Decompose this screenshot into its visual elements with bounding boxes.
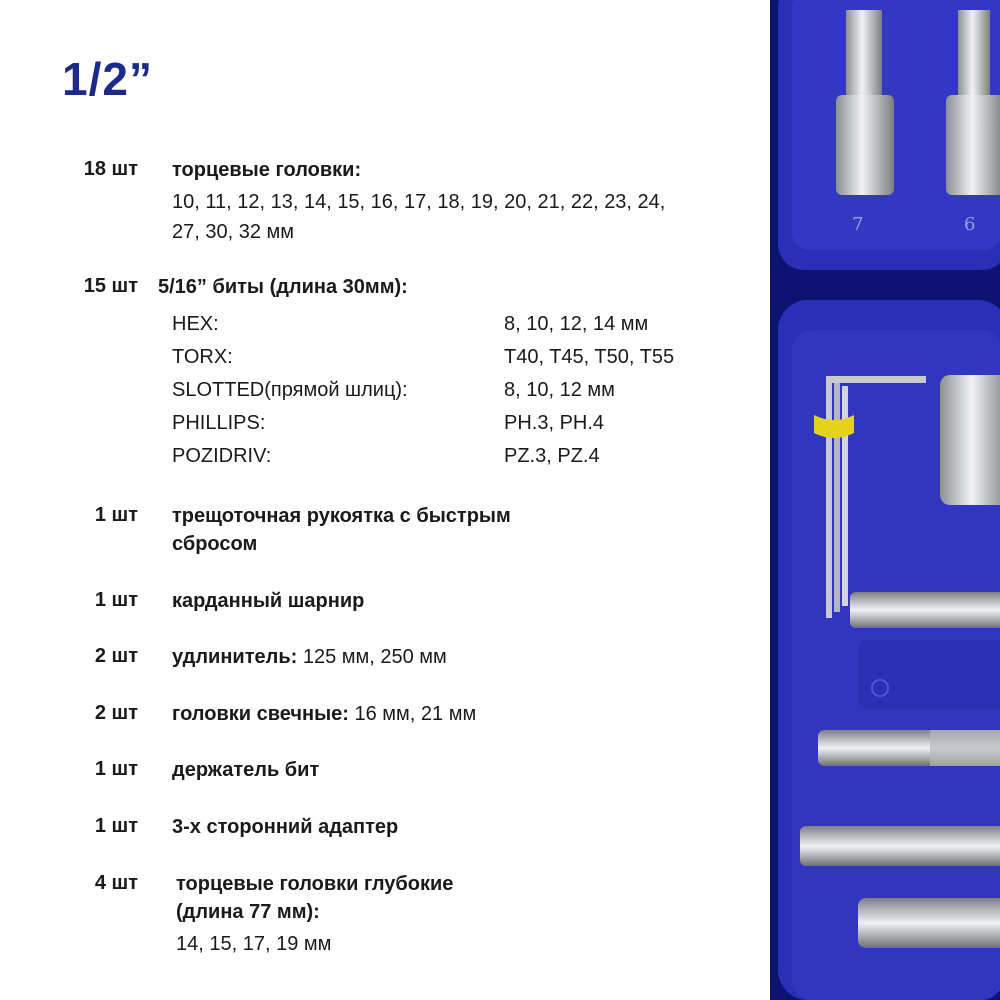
- item-quantity: 1 шт: [94, 815, 138, 837]
- item-detail: 10, 11, 12, 13, 14, 15, 16, 17, 18, 19, 20, 21, 22, 23, 24,: [172, 191, 666, 213]
- spec-row-hex: [172, 313, 712, 345]
- socket-label: 6: [964, 214, 976, 235]
- spec-label: HEX:: [172, 313, 219, 335]
- spec-label: PHILLIPS:: [172, 412, 266, 434]
- list-item: [0, 502, 760, 562]
- spec-value: PZ.3, PZ.4: [504, 445, 600, 467]
- list-item: [0, 587, 760, 617]
- item-quantity: 2 шт: [94, 645, 138, 667]
- spec-label: SLOTTED(прямой шлиц):: [172, 379, 408, 401]
- item-quantity: 4 шт: [94, 872, 138, 894]
- spec-value: T40, T45, T50, T55: [504, 346, 675, 368]
- item-name: торцевые головки:: [172, 159, 362, 181]
- item-quantity: 2 шт: [94, 702, 138, 724]
- item-quantity: 18 шт: [83, 158, 138, 180]
- spec-row-phillips: [172, 412, 712, 444]
- item-quantity: 1 шт: [94, 504, 138, 526]
- socket-image: [940, 375, 1000, 505]
- spec-row-torx: [172, 346, 712, 378]
- list-item: [0, 756, 760, 786]
- spec-value: 8, 10, 12, 14 мм: [504, 313, 649, 335]
- item-name: 5/16” биты (длина 30мм):: [158, 276, 408, 298]
- item-inline-detail: 125 мм, 250 мм: [302, 646, 447, 668]
- spec-row-pozidriv: [172, 445, 712, 477]
- list-item: [0, 870, 760, 965]
- item-inline-detail: 16 мм, 21 мм: [354, 703, 477, 725]
- list-item: [0, 643, 760, 673]
- extension-bar: [850, 592, 1000, 628]
- item-name-bold: головки свечные:: [172, 703, 349, 725]
- item-detail: 27, 30, 32 мм: [172, 221, 295, 243]
- list-item: [0, 813, 760, 843]
- item-name-bold: удлинитель:: [172, 646, 298, 668]
- spec-row-slotted: [172, 379, 712, 411]
- list-item: [0, 273, 760, 483]
- product-photo: [770, 0, 1000, 1000]
- list-item: [0, 700, 760, 730]
- item-quantity: 15 шт: [83, 275, 138, 297]
- page-title: 1/2”: [62, 53, 153, 105]
- adapter-image: [858, 898, 1000, 948]
- socket-label: 7: [852, 214, 864, 235]
- spec-value: 8, 10, 12 мм: [504, 379, 615, 401]
- item-name: [172, 700, 476, 728]
- item-name: (длина 77 мм):: [176, 901, 320, 923]
- item-name: торцевые головки глубокие: [176, 873, 454, 895]
- list-item: [0, 156, 760, 246]
- spec-label: POZIDRIV:: [172, 445, 272, 467]
- item-name: карданный шарнир: [172, 590, 365, 612]
- spec-value: PH.3, PH.4: [504, 412, 605, 434]
- item-quantity: 1 шт: [94, 589, 138, 611]
- item-name: [172, 643, 447, 671]
- extension-bar: [800, 826, 1000, 866]
- tool-case-image: [770, 0, 1000, 1000]
- item-detail: 14, 15, 17, 19 мм: [176, 933, 332, 955]
- spec-label: TORX:: [172, 346, 233, 368]
- item-name: сбросом: [172, 533, 258, 555]
- item-quantity: 1 шт: [94, 758, 138, 780]
- item-name: 3-х сторонний адаптер: [172, 816, 399, 838]
- item-name: трещоточная рукоятка с быстрым: [172, 505, 511, 527]
- item-name: держатель бит: [172, 759, 320, 781]
